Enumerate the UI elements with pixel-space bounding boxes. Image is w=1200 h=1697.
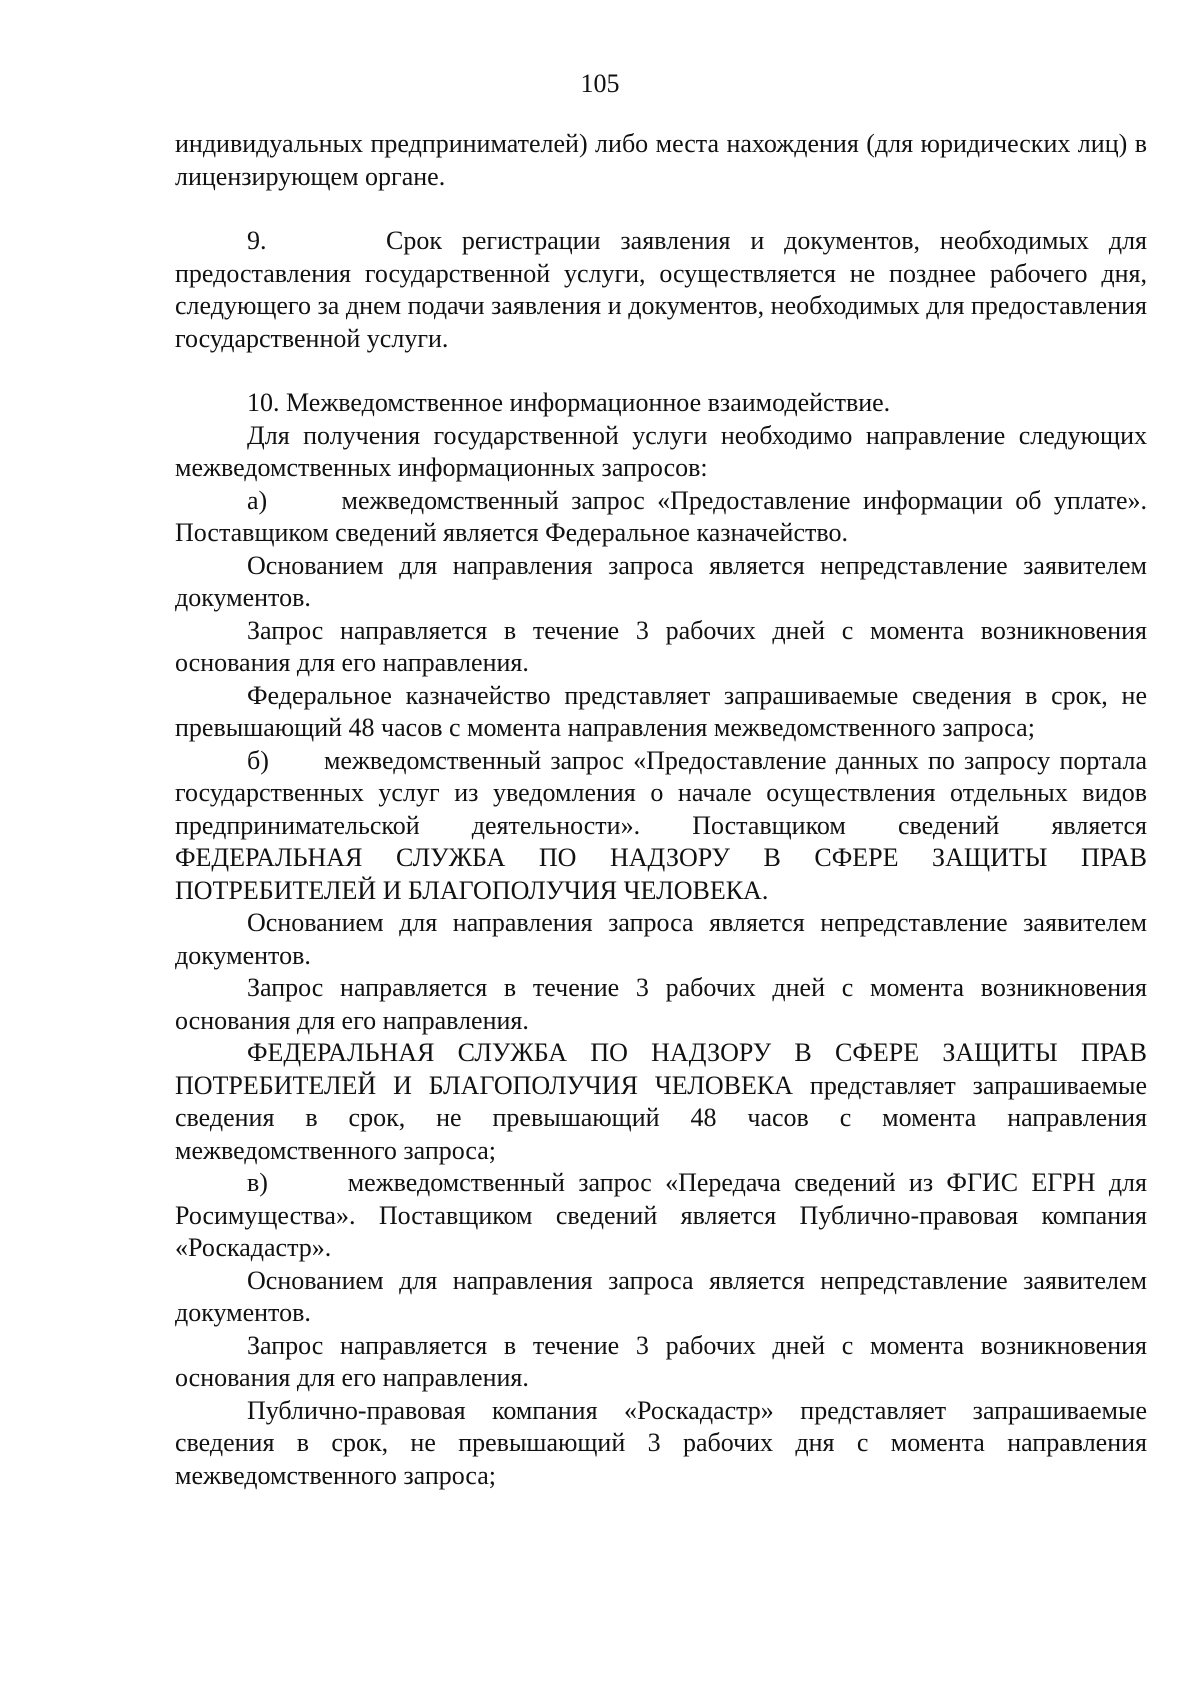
section-heading-10: 10. Межведомственное информационное взаимодействие.	[247, 388, 891, 417]
paragraph-basis-a: Основанием для направления запроса является непредставление заявителем документов.	[175, 550, 1147, 612]
paragraph-item-9: 9. Срок регистрации заявления и документов, необходимых для предоставления государственной услуги, осуществляется не позднее рабочего дня, следующего за днем подачи заявления и документов, необходимых для предоставления государственной услуги.	[175, 226, 1154, 353]
paragraph-response-a: Федеральное казначейство представляет запрашиваемые сведения в срок, не превышающий 48 часов с момента направления межведомственного запроса;	[175, 680, 1147, 742]
paragraph-request-a: а) межведомственный запрос «Предоставление информации об уплате». Поставщиком сведений является Федеральное казначейство.	[175, 485, 1154, 547]
paragraph-basis-v: Основанием для направления запроса является непредставление заявителем документов.	[175, 1265, 1147, 1327]
document-body	[175, 128, 1154, 1492]
paragraph-response-b: ФЕДЕРАЛЬНАЯ СЛУЖБА ПО НАДЗОРУ В СФЕРЕ ЗАЩИТЫ ПРАВ ПОТРЕБИТЕЛЕЙ И БЛАГОПОЛУЧИЯ ЧЕЛОВЕКА представляет запрашиваемые сведения в срок, не превышающий 48 часов с момента направления межведомственного запроса;	[175, 1038, 1147, 1165]
paragraph-gap	[175, 355, 1147, 387]
page-number: 105	[580, 69, 620, 98]
paragraph-request-b: б) межведомственный запрос «Предоставление данных по запросу портала государственных услуг из уведомления о начале осуществления отдельных видов предпринимательской деятельности». Поставщиком сведений является ФЕДЕРАЛЬНАЯ СЛУЖБА ПО НАДЗОРУ В СФЕРЕ ЗАЩИТЫ ПРАВ ПОТРЕБИТЕЛЕЙ И БЛАГОПОЛУЧИЯ ЧЕЛОВЕКА.	[175, 745, 1154, 905]
paragraph-term-b: Запрос направляется в течение 3 рабочих дней с момента возникновения основания для его направления.	[175, 973, 1147, 1035]
paragraph-continuation: индивидуальных предпринимателей) либо места нахождения (для юридических лиц) в лицензирующем органе.	[175, 129, 1147, 191]
paragraph-basis-b: Основанием для направления запроса является непредставление заявителем документов.	[175, 908, 1147, 970]
paragraph-request-v: в) межведомственный запрос «Передача сведений из ФГИС ЕГРН для Росимущества». Поставщиком сведений является Публично-правовая компания «Роскадастр».	[175, 1168, 1154, 1262]
paragraph-requests-intro: Для получения государственной услуги необходимо направление следующих межведомственных информационных запросов:	[175, 420, 1147, 482]
paragraph-term-a: Запрос направляется в течение 3 рабочих дней с момента возникновения основания для его направления.	[175, 615, 1147, 677]
paragraph-term-v: Запрос направляется в течение 3 рабочих дней с момента возникновения основания для его направления.	[175, 1330, 1147, 1392]
paragraph-gap	[175, 193, 1147, 225]
paragraph-response-v: Публично-правовая компания «Роскадастр» представляет запрашиваемые сведения в срок, не превышающий 3 рабочих дня с момента направления межведомственного запроса;	[175, 1395, 1147, 1490]
